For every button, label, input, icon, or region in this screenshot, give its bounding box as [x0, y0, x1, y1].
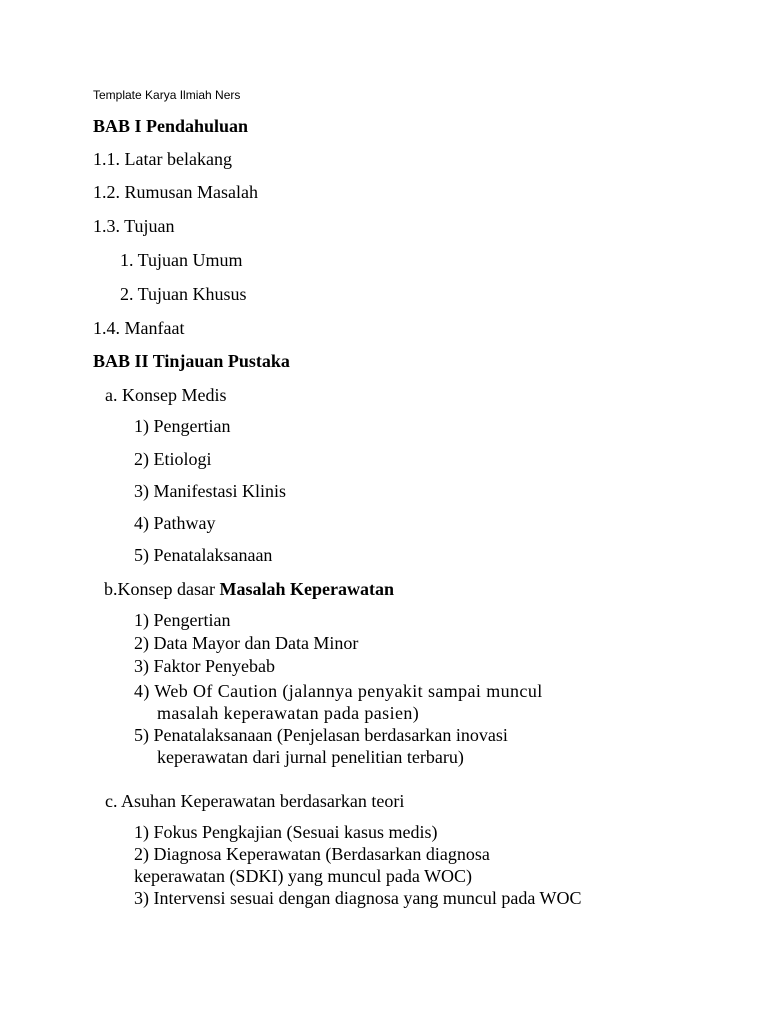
bab2-title: BAB II Tinjauan Pustaka	[93, 351, 290, 371]
bab1-item-tujuan: 1.3. Tujuan	[93, 216, 175, 236]
bab1-subitem-tujuan-khusus: 2. Tujuan Khusus	[120, 284, 247, 304]
section-a-item: 2) Etiologi	[134, 449, 212, 469]
section-c-item-continuation: keperawatan (SDKI) yang muncul pada WOC)	[134, 866, 473, 886]
section-c-item: 1) Fokus Pengkajian (Sesuai kasus medis)	[134, 822, 438, 842]
section-a-item: 4) Pathway	[134, 513, 216, 533]
section-b-item: 3) Faktor Penyebab	[134, 656, 275, 676]
bab1-item-rumusan-masalah: 1.2. Rumusan Masalah	[93, 182, 258, 202]
section-b-item: 2) Data Mayor dan Data Minor	[134, 633, 359, 653]
section-c-label: c. Asuhan Keperawatan berdasarkan teori	[105, 791, 405, 811]
section-b-item: 1) Pengertian	[134, 610, 231, 630]
section-c-item: 2) Diagnosa Keperawatan (Berdasarkan diagnosa	[134, 844, 490, 864]
section-b-prefix: b.Konsep dasar	[104, 579, 220, 599]
section-b-label	[104, 580, 394, 598]
bab1-item-manfaat: 1.4. Manfaat	[93, 318, 185, 338]
section-b-item-continuation: keperawatan dari jurnal penelitian terbaru)	[157, 747, 464, 767]
section-a-item: 1) Pengertian	[134, 416, 231, 436]
section-b-item: 5) Penatalaksanaan (Penjelasan berdasarkan inovasi	[134, 725, 508, 745]
section-a-label: a. Konsep Medis	[105, 385, 227, 405]
section-c-item: 3) Intervensi sesuai dengan diagnosa yang muncul pada WOC	[134, 888, 582, 908]
section-a-item: 5) Penatalaksanaan	[134, 545, 273, 565]
bab1-title: BAB I Pendahuluan	[93, 116, 249, 136]
section-b-item: 4) Web Of Caution (jalannya penyakit sampai muncul	[134, 681, 543, 701]
section-b-bold: Masalah Keperawatan	[219, 579, 394, 599]
section-b-item-continuation: masalah keperawatan pada pasien)	[157, 703, 420, 723]
section-a-item: 3) Manifestasi Klinis	[134, 481, 286, 501]
bab1-item-latar-belakang: 1.1. Latar belakang	[93, 149, 232, 169]
bab1-subitem-tujuan-umum: 1. Tujuan Umum	[120, 250, 243, 270]
document-header: Template Karya Ilmiah Ners	[93, 88, 241, 102]
